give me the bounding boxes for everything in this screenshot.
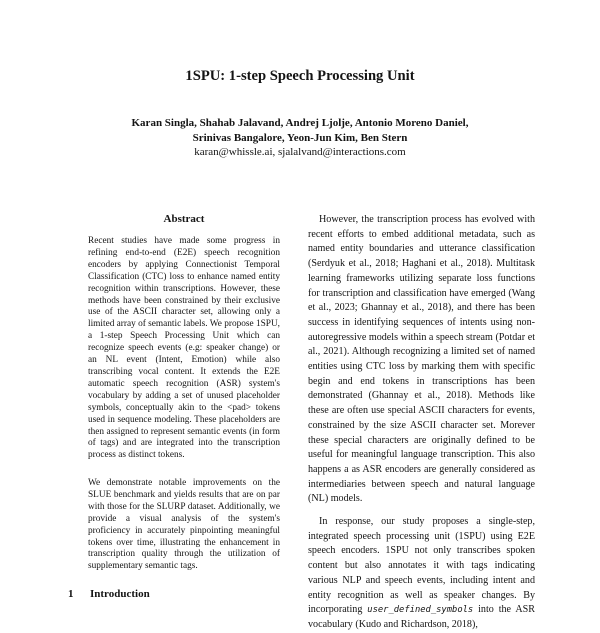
section-title: Introduction bbox=[90, 588, 150, 600]
inline-code-term: user_defined_symbols bbox=[367, 605, 474, 616]
paper-title: 1SPU: 1-step Speech Processing Unit bbox=[185, 68, 415, 84]
author-line-2: Srinivas Bangalore, Yeon-Jun Kim, Ben Stern bbox=[192, 131, 408, 144]
section-heading-introduction bbox=[68, 587, 150, 601]
abstract-paragraph-1: Recent studies have made some progress in refining end-to-end (E2E) speech recognition encoders by applying Connectionist Temporal Classification (CTC) loss to enhance named entity recognition within transcriptions. However, these methods have been constrained by their exclusive use of the ASCII character set, allowing only a limited array of semantic labels. We propose 1SPU, a 1-step Speech Processing Unit which can recognize speech events (e.g: speaker change) or an NL event (Intent, Emotion) while also transcribing vocal content. It extends the E2E automatic speech recognition (ASR) system's vocabulary by adding a set of unused placeholder symbols, conceptually akin to the <pad> tokens used in sequence modeling. These placeholders are then assigned to represent semantic events (in form of tags) and are integrated into the transcription process as distinct tokens. bbox=[88, 236, 280, 461]
section-number: 1 bbox=[68, 588, 74, 600]
body-paragraph-1: However, the transcription process has evolved with recent efforts to embed additional metadata, such as named entity boundaries and utterance classification (Serdyuk et al., 2018; Haghani et al., 2018). Multitask learning frameworks utilizing separate loss functions for transcription and classification have emerged (Wang et al., 2023; Ghannay et al., 2018), and there has been success in identifying sequences of intents using non-autoregressive models within a speech stream (Potdar et al., 2021). Although recognizing a limited set of named entities using CTC loss by marking them with specific begin and end tokens in transcriptions has been demonstrated (Ghannay et al., 2018). Methods like these are often use special ASCII characters for events, constrained by the size ASCII character set. Morever these special characters are originally defined to be useful for meaningful language transcription. This also happens a as ASR encoders are generally considered as intermediaries between speech and natural language (NL) models. bbox=[308, 214, 535, 505]
abstract-heading: Abstract bbox=[163, 213, 205, 225]
body-paragraph-2-text: In response, our study proposes a single-step, integrated speech processing unit (1SPU) using E2E speech encoders. 1SPU not only transcribes spoken content but also annotates it with tags indicating various NLP and speech events, including intent and entity recognition as well as speaker changes. By incorporating bbox=[308, 516, 535, 616]
author-line-1: Karan Singla, Shahab Jalavand, Andrej Ljolje, Antonio Moreno Daniel, bbox=[131, 117, 469, 129]
body-paragraph-2-tail: into the ASR vocabulary (Kudo and Richardson, 2018), bbox=[308, 604, 536, 630]
abstract-paragraph-2: We demonstrate notable improvements on the SLUE benchmark and yields results that are on par with those for the SLURP dataset. Additionally, we provide a visual analysis of the system's proficiency in accurately pinpointing meaningful tokens over time, illustrating the enhancement in transcription quality through the utilization of supplementary semantic tags. bbox=[88, 478, 280, 572]
body-paragraph-2 bbox=[308, 515, 535, 633]
author-emails: karan@whissle.ai, sjalalvand@interactions.com bbox=[194, 146, 406, 158]
author-list bbox=[0, 116, 600, 145]
